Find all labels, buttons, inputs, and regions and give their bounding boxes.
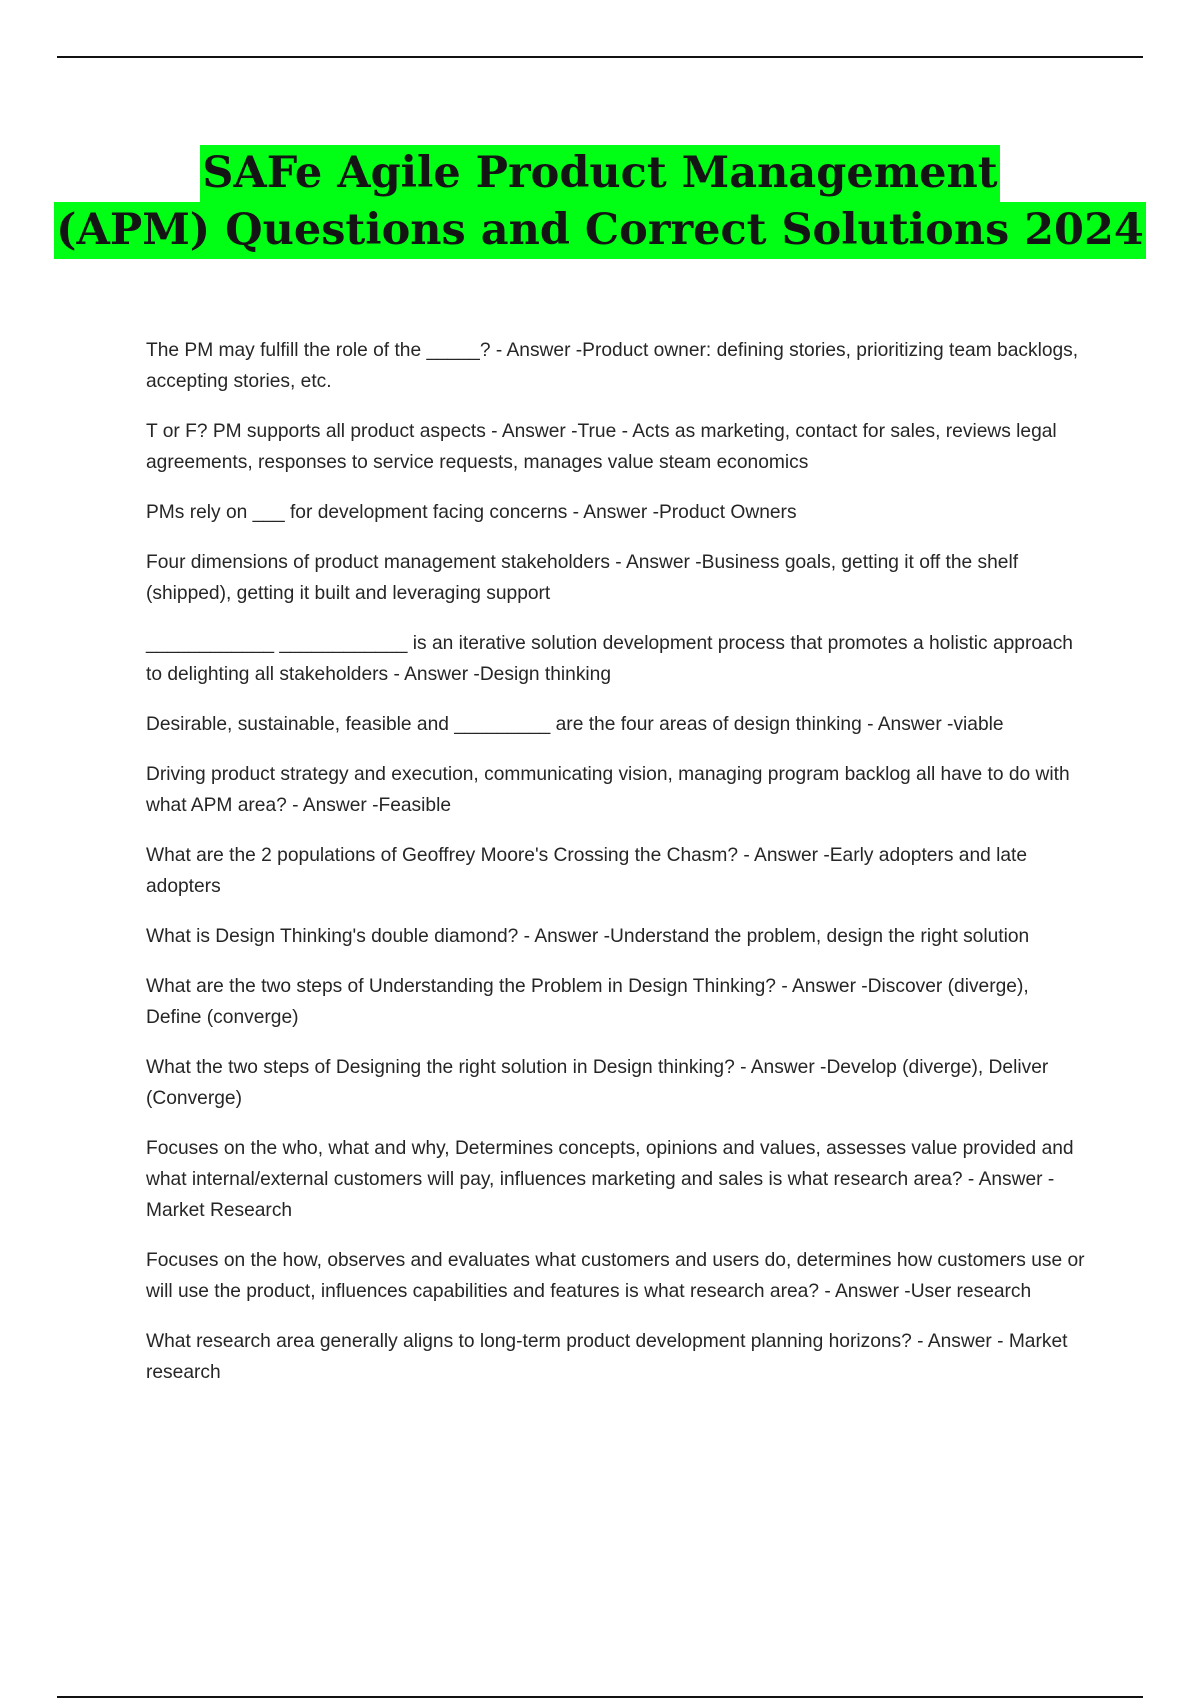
qa-item: ____________ ____________ is an iterative solution development process that promotes a holistic approach to delighting all stakeholders - Answer -Design thinking bbox=[146, 633, 1073, 685]
footer-rule bbox=[57, 1696, 1143, 1698]
qa-item: T or F? PM supports all product aspects - Answer -True - Acts as marketing, contact for sales, reviews legal agreements, responses to service requests, manages value steam economics bbox=[146, 421, 1057, 473]
qa-item: Focuses on the how, observes and evaluates what customers and users do, determines how customers use or will use the product, influences capabilities and features is what research area? - Answer -User research bbox=[146, 1250, 1085, 1302]
document-title bbox=[0, 145, 1200, 259]
qa-item: Four dimensions of product management stakeholders - Answer -Business goals, getting it off the shelf (shipped), getting it built and leveraging support bbox=[146, 552, 1019, 604]
qa-item: What the two steps of Designing the right solution in Design thinking? - Answer -Develop (diverge), Deliver (Converge) bbox=[146, 1057, 1049, 1109]
qa-list bbox=[146, 335, 1086, 1407]
qa-item: Driving product strategy and execution, communicating vision, managing program backlog all have to do with what APM area? - Answer -Feasible bbox=[146, 764, 1070, 816]
title-line-2: (APM) Questions and Correct Solutions 2024 bbox=[54, 202, 1146, 259]
qa-item: What are the two steps of Understanding the Problem in Design Thinking? - Answer -Discover (diverge), Define (converge) bbox=[146, 976, 1029, 1028]
qa-item: Desirable, sustainable, feasible and _________ are the four areas of design thinking - Answer -viable bbox=[146, 714, 1004, 735]
qa-item: PMs rely on ___ for development facing concerns - Answer -Product Owners bbox=[146, 502, 797, 523]
qa-item: What is Design Thinking's double diamond? - Answer -Understand the problem, design the right solution bbox=[146, 926, 1030, 947]
qa-item: What research area generally aligns to long-term product development planning horizons? - Answer - Market research bbox=[146, 1331, 1068, 1383]
qa-item: What are the 2 populations of Geoffrey Moore's Crossing the Chasm? - Answer -Early adopters and late adopters bbox=[146, 845, 1028, 897]
header-rule bbox=[57, 56, 1143, 58]
title-line-1: SAFe Agile Product Management bbox=[200, 145, 999, 202]
qa-item: Focuses on the who, what and why, Determines concepts, opinions and values, assesses value provided and what internal/external customers will pay, influences marketing and sales is what research area? - Answer -Market Research bbox=[146, 1138, 1074, 1221]
qa-item: The PM may fulfill the role of the _____? - Answer -Product owner: defining stories, prioritizing team backlogs, accepting stories, etc. bbox=[146, 340, 1079, 392]
